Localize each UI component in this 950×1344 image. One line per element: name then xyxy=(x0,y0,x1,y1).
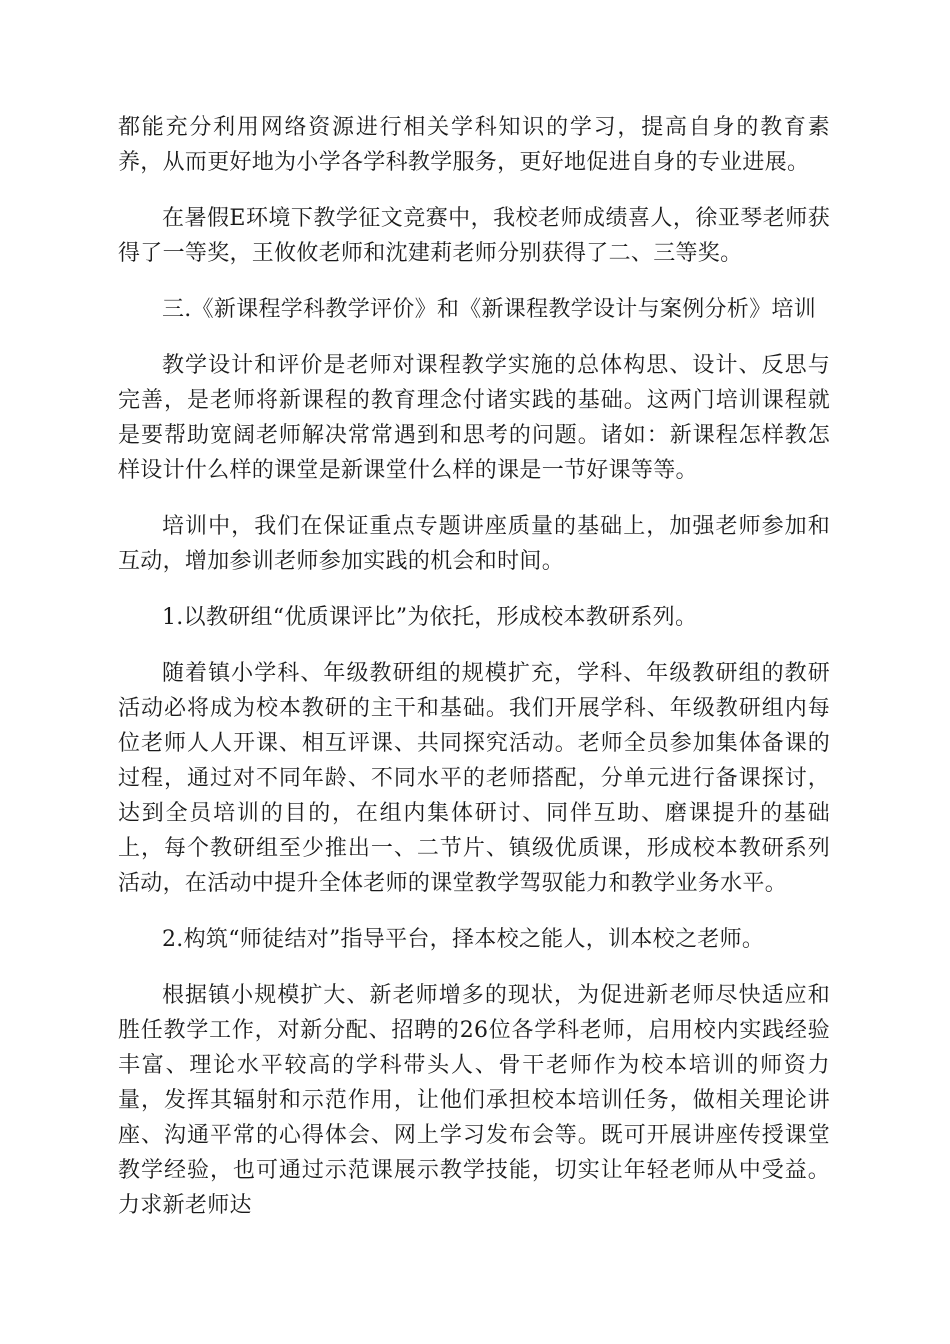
subheading-mentorship: 2.构筑“师徒结对”指导平台，择本校之能人，训本校之老师。 xyxy=(162,927,765,952)
document-body xyxy=(118,110,830,1244)
paragraph-new-teachers: 根据镇小规模扩大、新老师增多的现状，为促进新老师尽快适应和胜任教学工作，对新分配、招聘的26位各学科老师，启用校内实践经验丰富、理论水平较高的学科带头人、骨干老师作为校本培训的师资力量，发挥其辐射和示范作用，让他们承担校本培训任务，做相关理论讲座、沟通平常的心得体会、网上学习发布会等。既可开展讲座传授课堂教学经验，也可通过示范课展示教学技能，切实让年轻老师从中受益。力求新老师达 xyxy=(118,983,830,1218)
paragraph-training-interaction: 培训中，我们在保证重点专题讲座质量的基础上，加强老师参加和互动，增加参训老师参加实践的机会和时间。 xyxy=(118,514,830,574)
paragraph-continued: 都能充分利用网络资源进行相关学科知识的学习，提高自身的教育素养，从而更好地为小学各学科教学服务，更好地促进自身的专业进展。 xyxy=(118,115,830,175)
paragraph-award-results: 在暑假E环境下教学征文竞赛中，我校老师成绩喜人，徐亚琴老师获得了一等奖，王攸攸老师和沈建莉老师分别获得了二、三等奖。 xyxy=(118,206,830,266)
subheading-teaching-research: 1.以教研组“优质课评比”为依托，形成校本教研系列。 xyxy=(162,605,698,630)
paragraph-research-groups: 随着镇小学科、年级教研组的规模扩充，学科、年级教研组的教研活动必将成为校本教研的主干和基础。我们开展学科、年级教研组内每位老师人人开课、相互评课、共同探究活动。老师全员参加集体备课的过程，通过对不同年龄、不同水平的老师搭配，分单元进行备课探讨，达到全员培训的目的，在组内集体研讨、同伴互助、磨课提升的基础上，每个教研组至少推出一、二节片、镇级优质课，形成校本教研系列活动，在活动中提升全体老师的课堂教学驾驭能力和教学业务水平。 xyxy=(118,661,830,896)
section-heading-training: 三.《新课程学科教学评价》和《新课程教学设计与案例分析》培训 xyxy=(162,297,816,322)
paragraph-design-evaluation: 教学设计和评价是老师对课程教学实施的总体构思、设计、反思与完善，是老师将新课程的教育理念付诸实践的基础。这两门培训课程就是要帮助宽阔老师解决常常遇到和思考的问题。诸如：新课程怎样教怎样设计什么样的课堂是新课堂什么样的课是一节好课等等。 xyxy=(118,353,830,483)
